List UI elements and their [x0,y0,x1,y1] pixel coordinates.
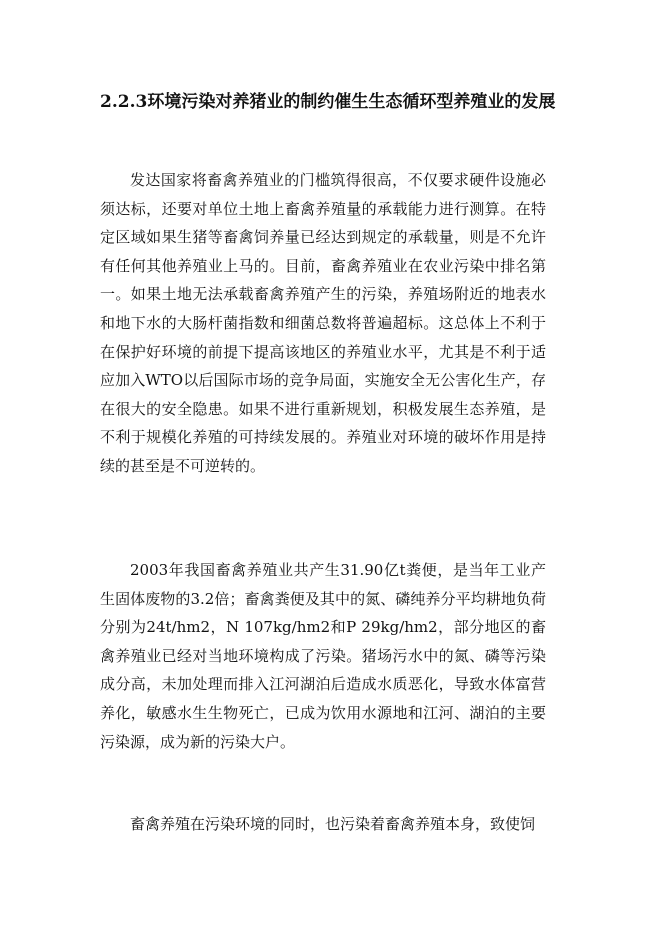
paragraph-manure-statistics: 2003年我国畜禽养殖业共产生31.90亿t粪便，是当年工业产生固体废物的3.2倍；畜禽粪便及其中的氮、磷纯养分平均耕地负荷分别为24t/hm2，N 107kg/hm2和P 29kg/hm2，部分地区的畜禽养殖业已经对当地环境构成了污染。猪场污水中的氮、磷等污染成分高，未加处理而排入江河湖泊后造成水质恶化，导致水体富营养化，敏感水生生物死亡，已成为饮用水源地和江河、湖泊的主要污染源，成为新的污染大户。 [100,561,546,751]
section-heading: 2.2.3环境污染对养猪业的制约催生生态循环型养殖业的发展 [100,92,556,112]
paragraph-self-pollution: 畜禽养殖在污染环境的同时，也污染着畜禽养殖本身，致使饲 [130,815,536,833]
paragraph-environmental-threshold: 发达国家将畜禽养殖业的门槛筑得很高，不仅要求硬件设施必须达标，还要对单位土地上畜禽养殖量的承载能力进行测算。在特定区域如果生猪等畜禽饲养量已经达到规定的承载量，则是不允许有任何其他养殖业上马的。目前，畜禽养殖业在农业污染中排名第一。如果土地无法承载畜禽养殖产生的污染，养殖场附近的地表水和地下水的大肠杆菌指数和细菌总数将普遍超标。这总体上不利于在保护好环境的前提下提高该地区的养殖业水平，尤其是不利于适应加入WTO以后国际市场的竞争局面，实施安全无公害化生产，存在很大的安全隐患。如果不进行重新规划，积极发展生态养殖，是不利于规模化养殖的可持续发展的。养殖业对环境的破坏作用是持续的甚至是不可逆转的。 [100,171,546,475]
